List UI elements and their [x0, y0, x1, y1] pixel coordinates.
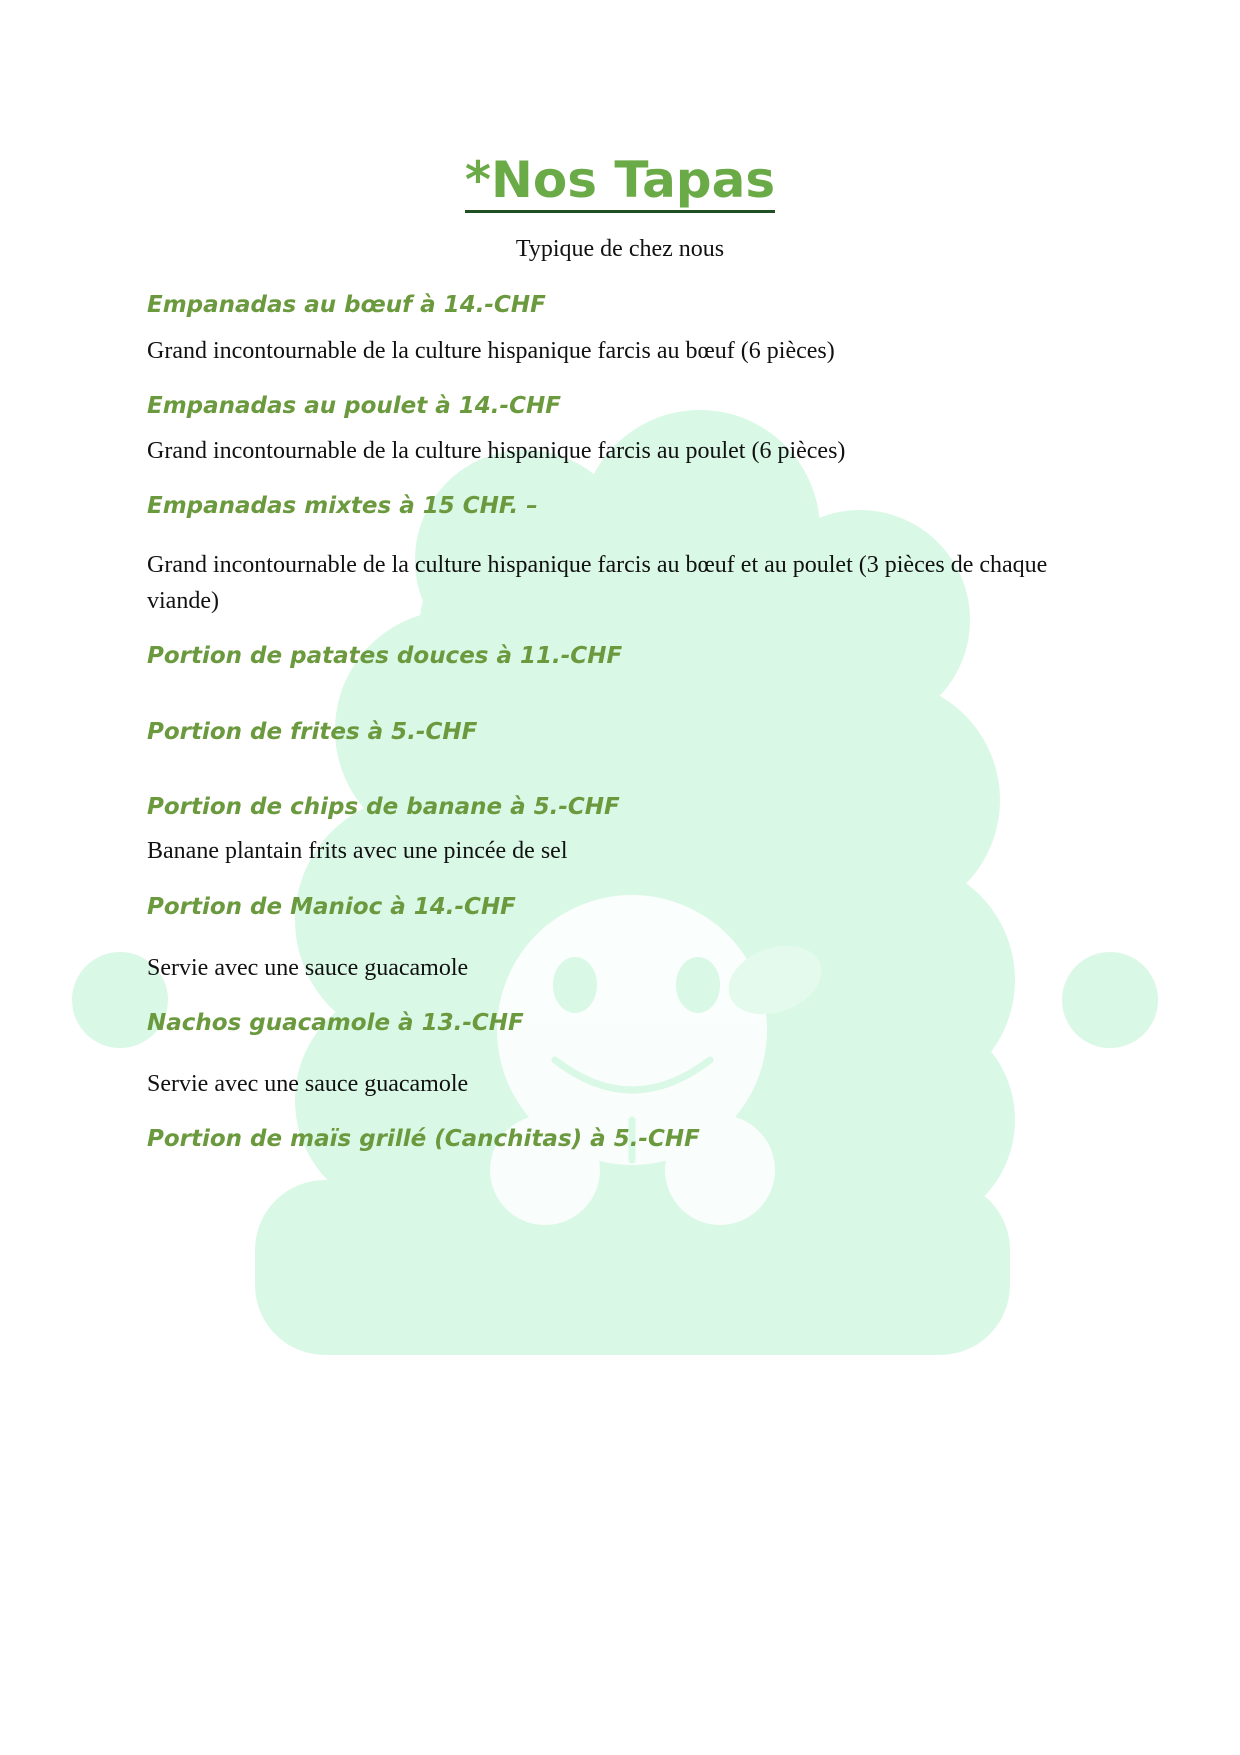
item-name: Portion de chips de banane à 5.-CHF	[147, 794, 620, 820]
item-description: Grand incontournable de la culture hispanique farcis au bœuf et au poulet (3 pièces de chaque viande)	[147, 552, 1048, 614]
item-name: Nachos guacamole à 13.-CHF	[147, 1010, 524, 1036]
item-description: Banane plantain frits avec une pincée de sel	[147, 838, 568, 864]
item-name: Portion de patates douces à 11.-CHF	[147, 643, 623, 669]
item-description: Servie avec une sauce guacamole	[147, 1071, 469, 1097]
item-name: Portion de frites à 5.-CHF	[147, 719, 478, 745]
item-description: Grand incontournable de la culture hispanique farcis au poulet (6 pièces)	[147, 438, 846, 464]
menu-title: *Nos Tapas	[0, 155, 1240, 205]
item-name: Portion de Manioc à 14.-CHF	[147, 894, 516, 920]
item-name: Empanadas au poulet à 14.-CHF	[147, 393, 561, 419]
item-name: Empanadas au bœuf à 14.-CHF	[147, 292, 546, 318]
menu-subtitle: Typique de chez nous	[515, 236, 725, 262]
item-description: Servie avec une sauce guacamole	[147, 955, 469, 981]
item-description: Grand incontournable de la culture hispanique farcis au bœuf (6 pièces)	[147, 338, 835, 364]
item-name: Portion de maïs grillé (Canchitas) à 5.-CHF	[147, 1126, 700, 1152]
item-name: Empanadas mixtes à 15 CHF. –	[147, 493, 538, 519]
